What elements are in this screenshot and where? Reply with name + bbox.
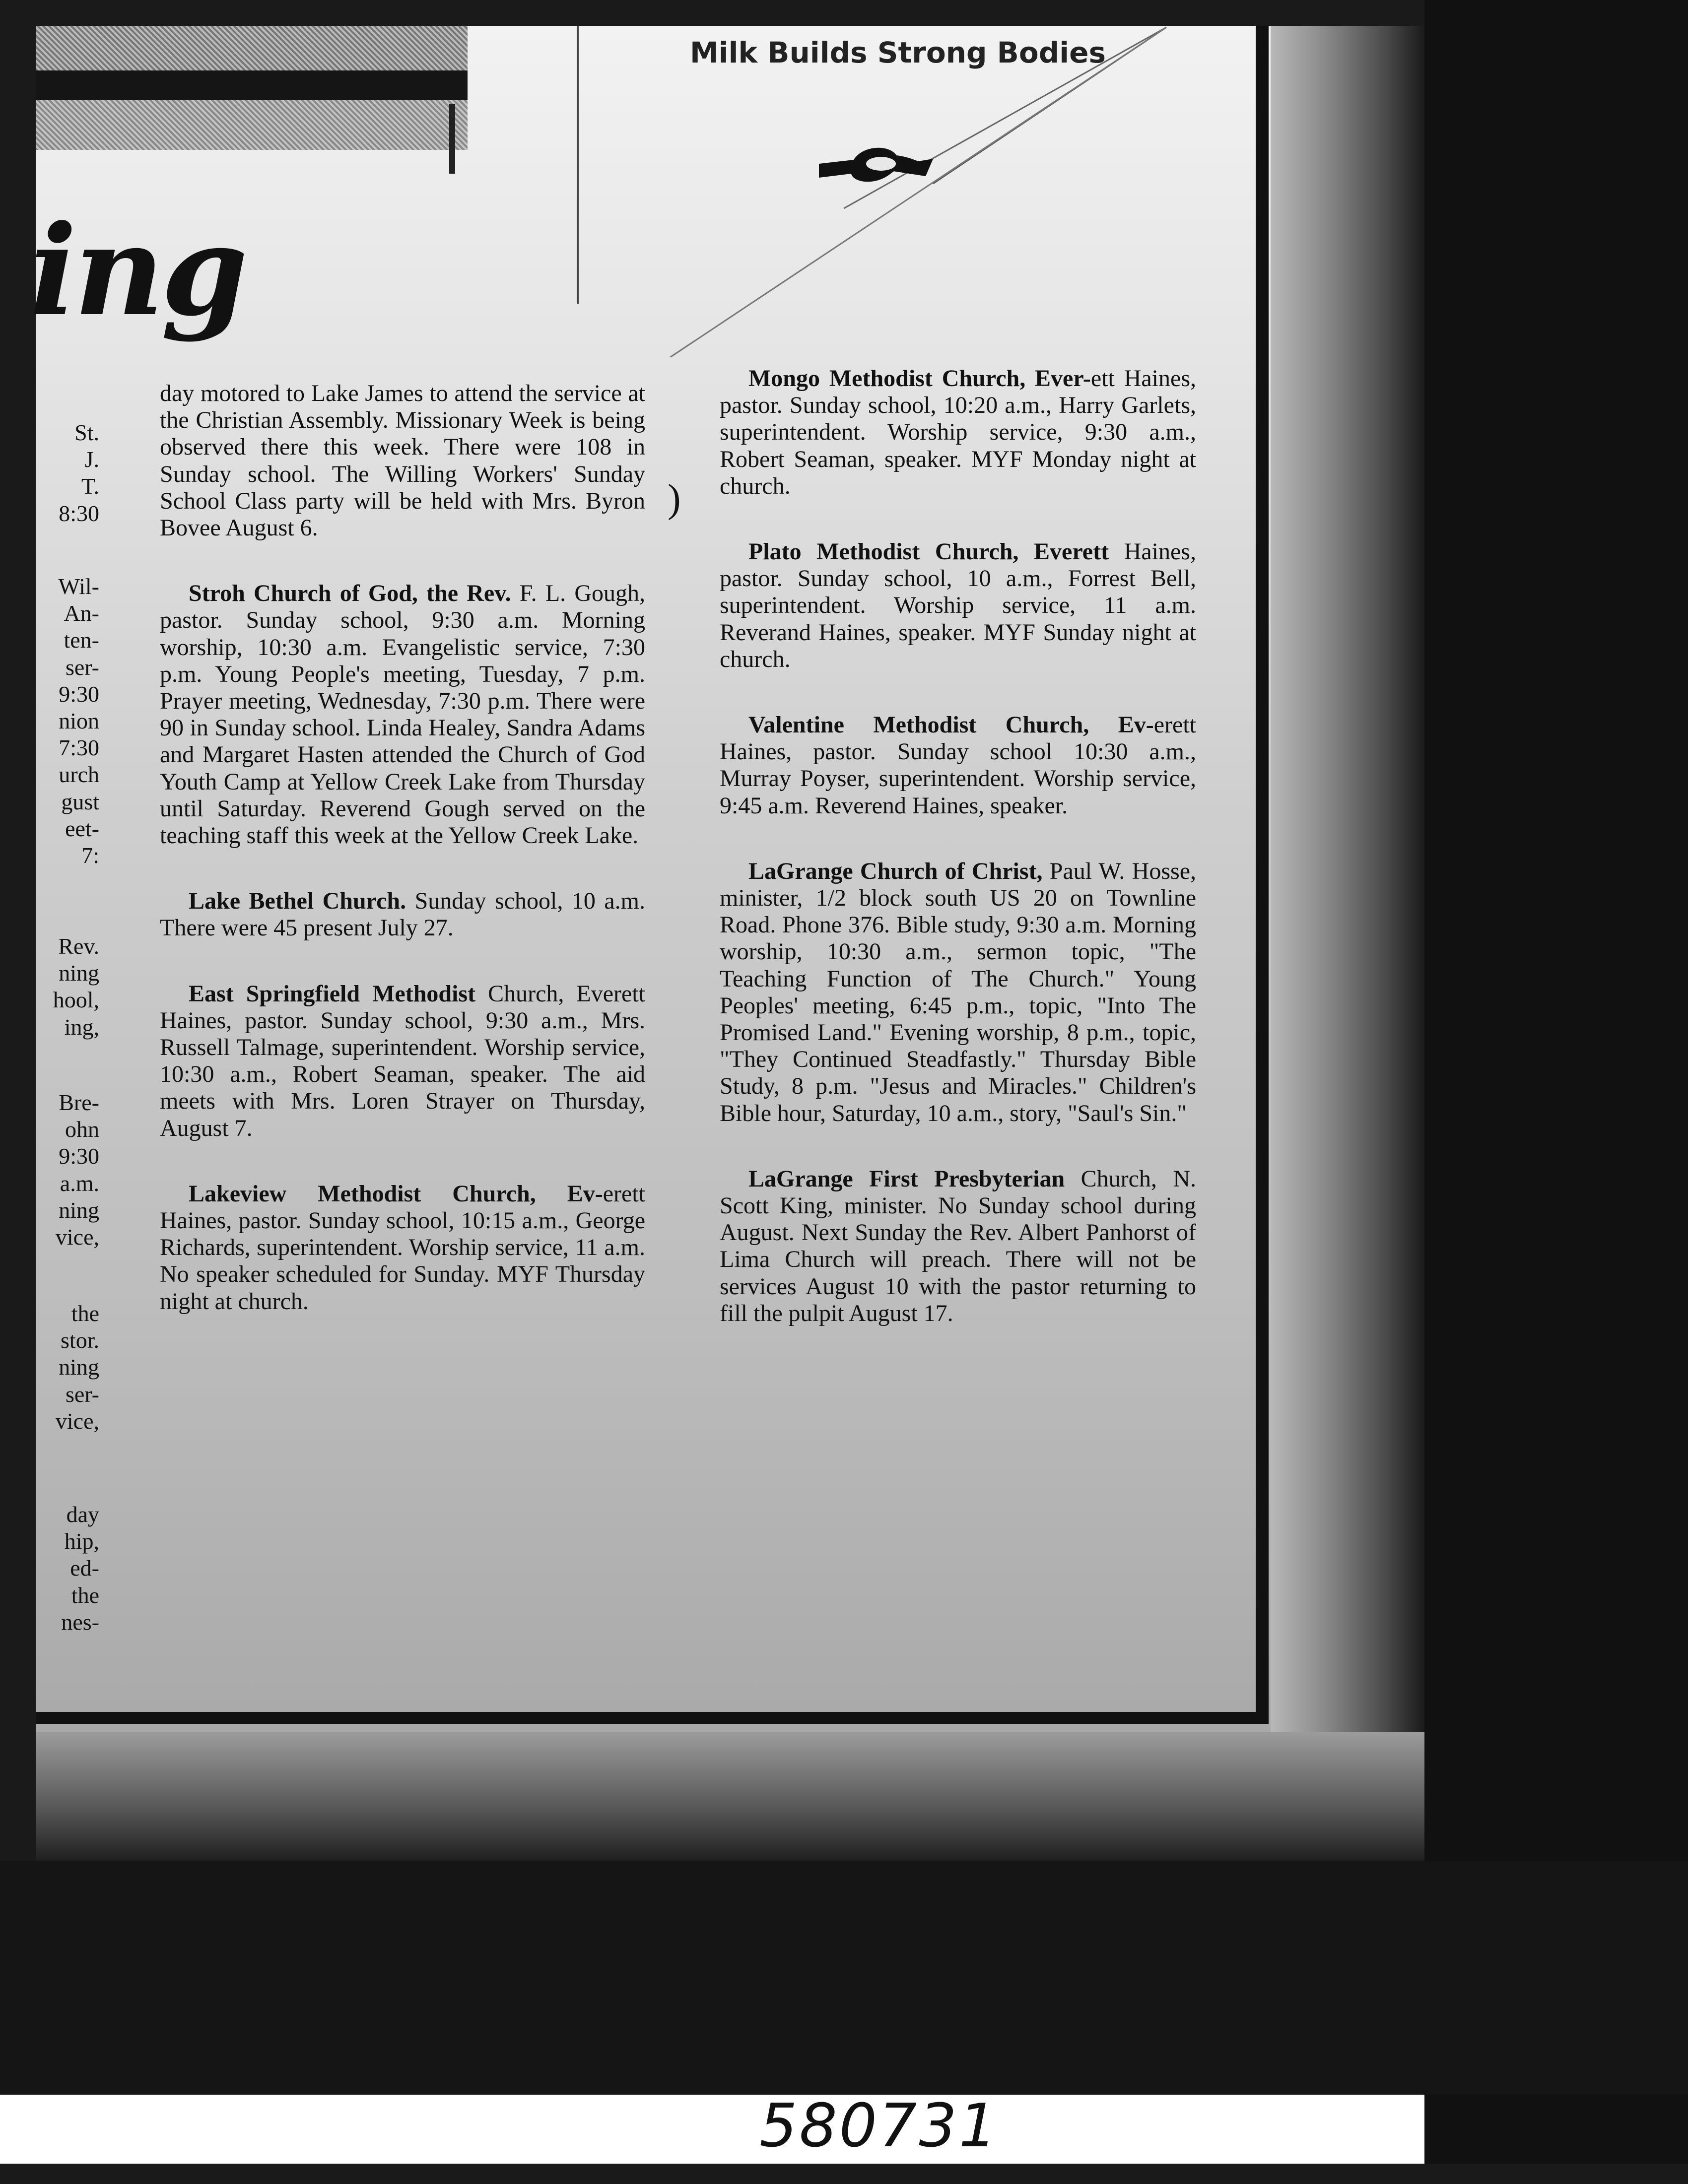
left-fragments-6: day hip, ed- the nes- [61, 1502, 99, 1635]
paragraph-lake-bethel: Lake Bethel Church. Sunday school, 10 a.m. There were 45 present July 27. [160, 888, 645, 941]
scan-shadow-bottom [36, 1732, 1425, 1866]
article-column-left [160, 380, 645, 1354]
left-fragments-2: Wil- An- ten- ser- 9:30 nion 7:30 urch gust eet- 7: [58, 574, 99, 868]
scan-border-strip [0, 2164, 1688, 2184]
headline-fragment: ing [30, 198, 245, 343]
clipping-frame-bottom [36, 1712, 1269, 1724]
scan-shadow-right [1271, 26, 1424, 1862]
paragraph-lakeview: Lakeview Methodist Church, Ev-erett Haines, pastor. Sunday school, 10:15 a.m., George Richards, superintendent. Worship service, 11 a.m. No speaker scheduled for Sunday. MYF Thursday night at church. [160, 1180, 645, 1315]
scan-border-bottom [0, 1861, 1688, 2095]
paragraph-east-springfield: East Springfield Methodist Church, Everett Haines, pastor. Sunday school, 9:30 a.m., Mrs. Russell Talmage, superintendent. Worship service, 10:30 a.m., Robert Seaman, speaker. The aid meets with Mrs. Loren Strayer on Thursday, August 7. [160, 980, 645, 1141]
left-fragments-1: St. J. T. 8:30 [59, 420, 99, 526]
paragraph-lagrange-presbyterian: LaGrange First Presbyterian Church, N. Scott King, minister. No Sunday school during August. Next Sunday the Rev. Albert Panhorst of Lima Church will preach. There will not be services August 10 with the pastor returning to fill the pulpit August 17. [720, 1165, 1196, 1326]
paragraph-stroh-church: Stroh Church of God, the Rev. F. L. Gough, pastor. Sunday school, 9:30 a.m. Morning worship, 10:30 a.m. Evangelistic service, 7:30 p.m. Young People's meeting, Tuesday, 7 p.m. Prayer meeting, Wednesday, 7:30 p.m. There were 90 in Sunday school. Linda Healey, Sandra Adams and Margaret Hasten attended the Church of God Youth Camp at Yellow Creek Lake from Thursday until Saturday. Reverend Gough served on the teaching staff this week at the Yellow Creek Lake. [160, 580, 646, 849]
decorative-diagonal-lines [0, 0, 1290, 357]
paragraph-lake-james: day motored to Lake James to attend the service at the Christian Assembly. Missionary Week is being observed there this week. There were 108 in Sunday school. The Willing Workers' Sunday School Class party will be held with Mrs. Byron Bovee August 6. [160, 380, 645, 541]
knot-ornament-icon [819, 139, 933, 194]
handwritten-catalog-number: 580731 [759, 2092, 999, 2161]
article-column-right [720, 365, 1196, 1366]
scan-border-right [1424, 0, 1688, 2184]
paragraph-valentine: Valentine Methodist Church, Ev-erett Haines, pastor. Sunday school 10:30 a.m., Murray Poyser, superintendent. Worship service, 9:45 a.m. Reverend Haines, speaker. [720, 712, 1196, 819]
clipping-frame-right [1256, 26, 1269, 1723]
paragraph-lagrange-christ: LaGrange Church of Christ, Paul W. Hosse, minister, 1/2 block south US 20 on Townline Road. Phone 376. Bible study, 9:30 a.m. Morning worship, 10:30 a.m., sermon topic, "The Teaching Function of The Church." Young Peoples' meeting, 6:45 p.m., topic, "Into The Promised Land." Evening worship, 8 p.m., topic, "They Continued Steadfastly." Thursday Bible Study, 8 p.m. "Jesus and Miracles." Children's Bible hour, Saturday, 10 a.m., story, "Saul's Sin." [720, 858, 1196, 1126]
left-fragments-4: Bre- ohn 9:30 a.m. ning vice, [55, 1090, 99, 1250]
left-fragments-5: the stor. ning ser- vice, [55, 1301, 99, 1434]
stray-mark: ) [668, 477, 681, 521]
paragraph-mongo: Mongo Methodist Church, Ever-ett Haines, pastor. Sunday school, 10:20 a.m., Harry Garlets, superintendent. Worship service, 9:30 a.m., Robert Seaman, speaker. MYF Monday night at church. [720, 365, 1196, 499]
slogan: Milk Builds Strong Bodies [690, 36, 1106, 69]
paragraph-plato: Plato Methodist Church, Everett Haines, pastor. Sunday school, 10 a.m., Forrest Bell, superintendent. Worship service, 11 a.m. Reverand Haines, speaker. MYF Sunday night at church. [720, 538, 1196, 672]
left-fragments-3: Rev. ning hool, ing, [53, 933, 99, 1040]
